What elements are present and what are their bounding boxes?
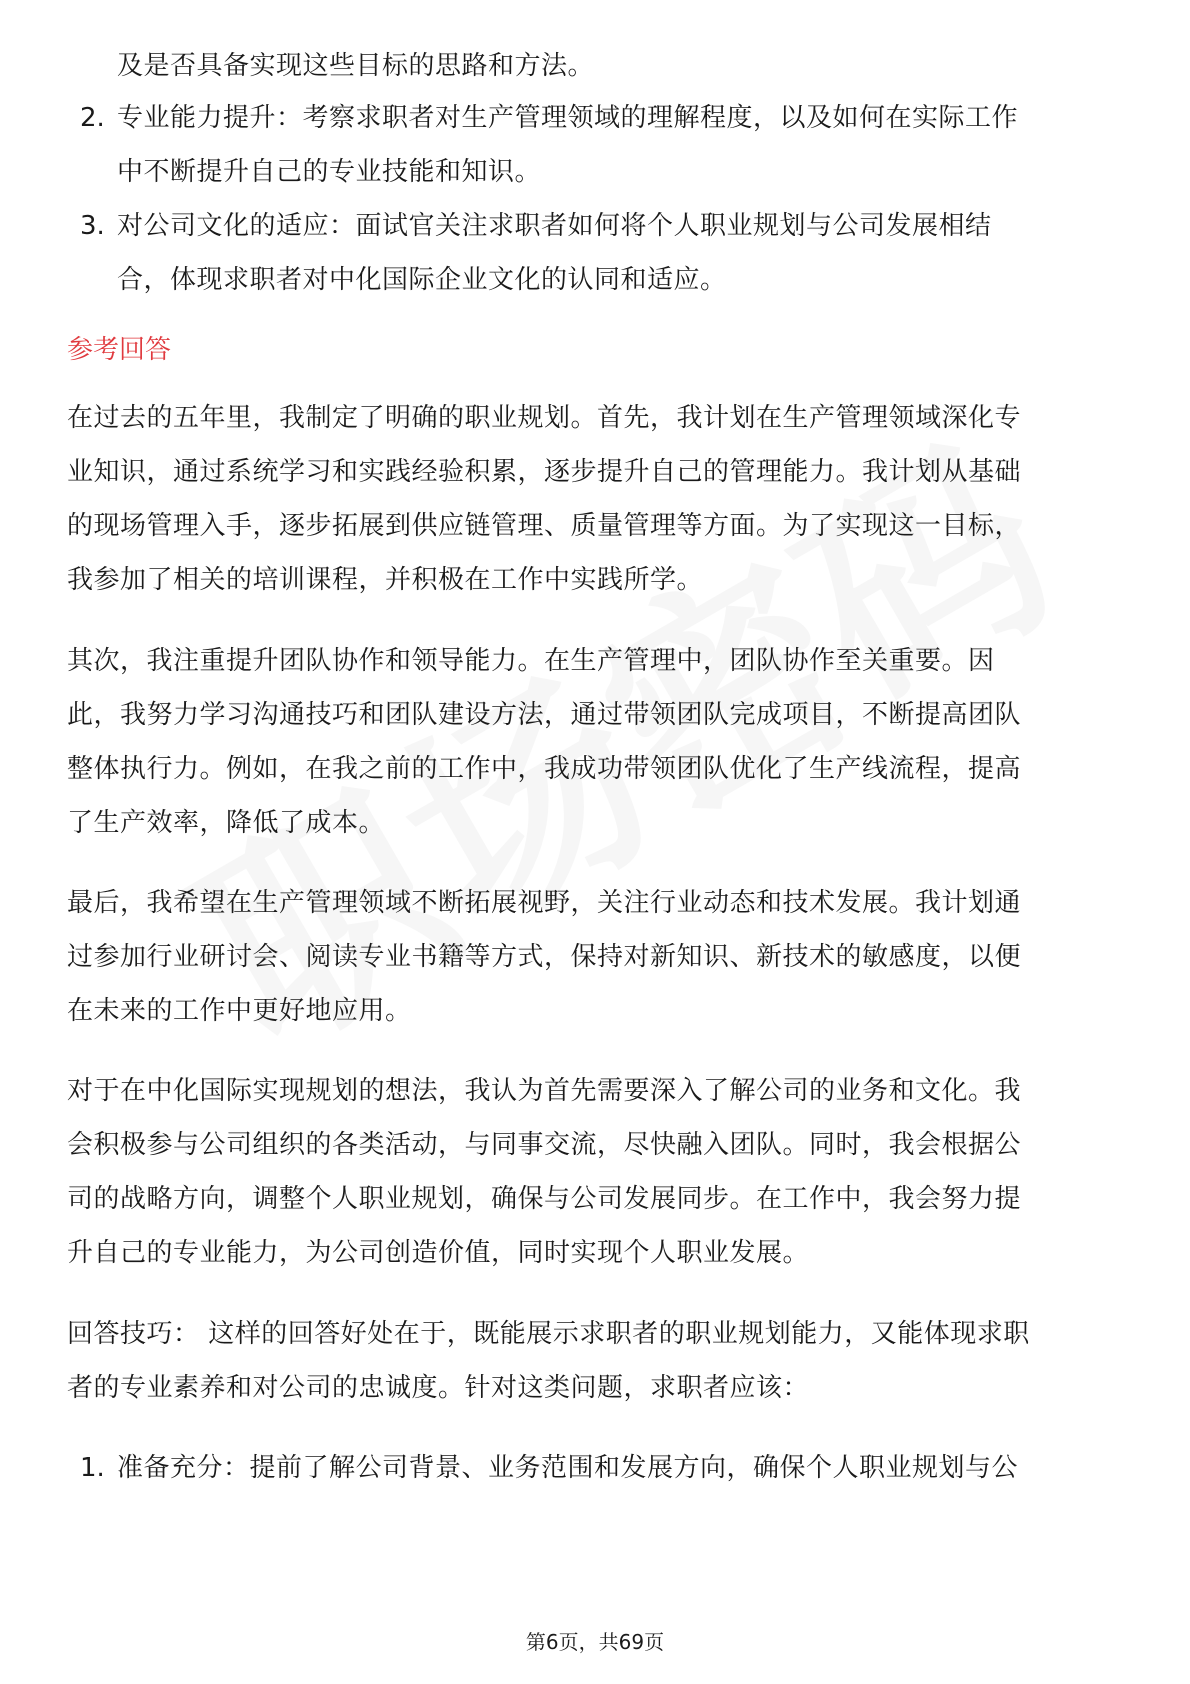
intro-tail-line: 及是否具备实现这些目标的思路和方法。: [117, 51, 595, 81]
criteria-line: 对公司文化的适应：面试官关注求职者如何将个人职业规划与公司发展相结: [117, 211, 992, 241]
paragraph-line: 我参加了相关的培训课程，并积极在工作中实践所学。: [67, 565, 704, 595]
paragraph-line: 其次，我注重提升团队协作和领导能力。在生产管理中，团队协作至关重要。因: [67, 646, 995, 676]
section-heading: 参考回答: [67, 335, 172, 365]
paragraph-line: 在未来的工作中更好地应用。: [67, 996, 412, 1026]
tip-number: 1.: [80, 1453, 105, 1483]
paragraph-line: 回答技巧： 这样的回答好处在于，既能展示求职者的职业规划能力，又能体现求职: [67, 1319, 1030, 1349]
page-footer: 第6页，共69页: [525, 1630, 665, 1654]
paragraph-line: 升自己的专业能力，为公司创造价值，同时实现个人职业发展。: [67, 1238, 810, 1268]
paragraph-line: 过参加行业研讨会、阅读专业书籍等方式，保持对新知识、新技术的敏感度，以便: [67, 942, 1022, 972]
paragraph-line: 最后，我希望在生产管理领域不断拓展视野，关注行业动态和技术发展。我计划通: [67, 888, 1022, 918]
criteria-line: 专业能力提升：考察求职者对生产管理领域的理解程度，以及如何在实际工作: [117, 103, 1019, 133]
paragraph-line: 在过去的五年里，我制定了明确的职业规划。首先，我计划在生产管理领域深化专: [67, 403, 1022, 433]
paragraph-line: 者的专业素养和对公司的忠诚度。针对这类问题，求职者应该：: [67, 1373, 810, 1403]
paragraph-line: 此，我努力学习沟通技巧和团队建设方法，通过带领团队完成项目，不断提高团队: [67, 700, 1022, 730]
paragraph-line: 对于在中化国际实现规划的想法，我认为首先需要深入了解公司的业务和文化。我: [67, 1076, 1022, 1106]
paragraph-line: 会积极参与公司组织的各类活动，与同事交流，尽快融入团队。同时，我会根据公: [67, 1130, 1022, 1160]
criteria-line: 合，体现求职者对中化国际企业文化的认同和适应。: [117, 265, 727, 295]
tip-line: 准备充分：提前了解公司背景、业务范围和发展方向，确保个人职业规划与公: [117, 1453, 1019, 1483]
paragraph-line: 整体执行力。例如，在我之前的工作中，我成功带领团队优化了生产线流程，提高: [67, 754, 1022, 784]
paragraph-line: 了生产效率，降低了成本。: [67, 808, 386, 838]
criteria-line: 中不断提升自己的专业技能和知识。: [117, 157, 542, 187]
paragraph-line: 司的战略方向，调整个人职业规划，确保与公司发展同步。在工作中，我会努力提: [67, 1184, 1022, 1214]
criteria-number: 2.: [80, 103, 105, 133]
paragraph-line: 业知识，通过系统学习和实践经验积累，逐步提升自己的管理能力。我计划从基础: [67, 457, 1022, 487]
criteria-number: 3.: [80, 211, 105, 241]
paragraph-line: 的现场管理入手，逐步拓展到供应链管理、质量管理等方面。为了实现这一目标，: [67, 511, 1022, 541]
